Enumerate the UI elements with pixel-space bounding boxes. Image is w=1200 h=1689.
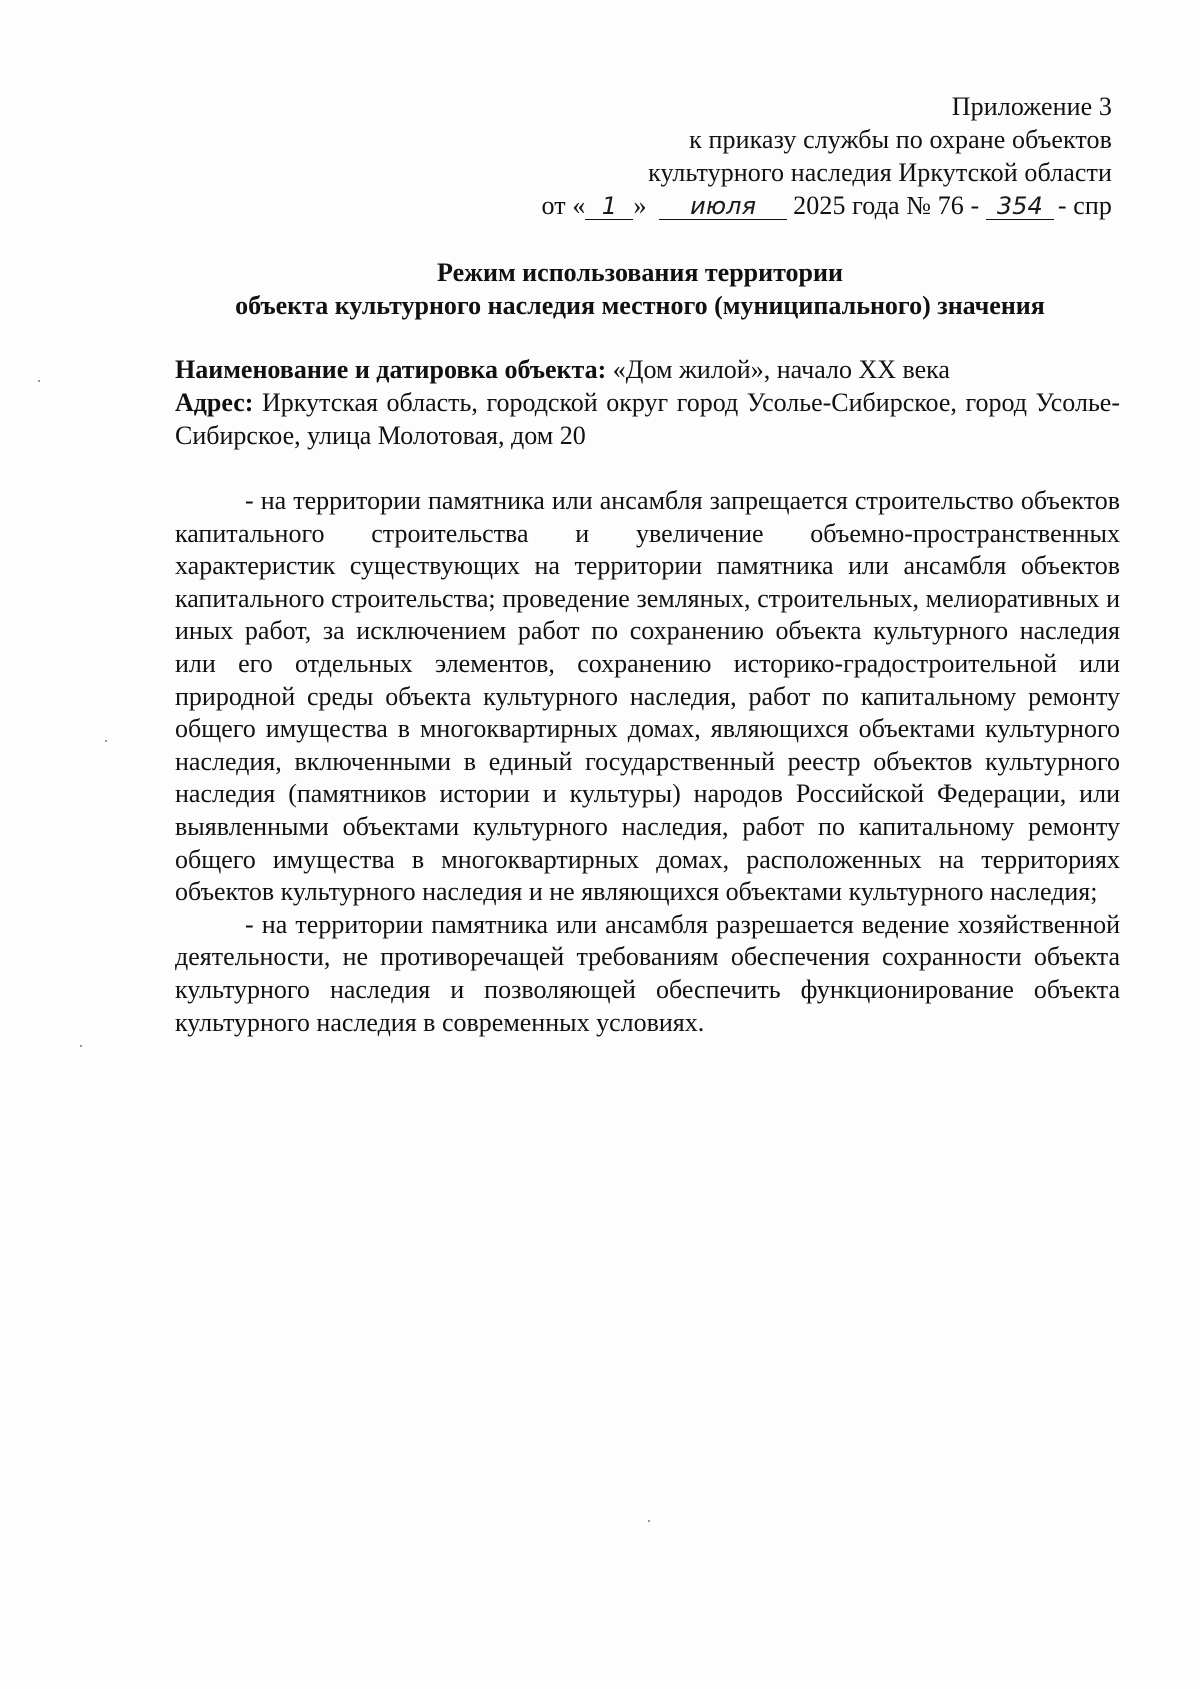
- prohibition-paragraph: - на территории памятника или ансамбля запрещается строительство объектов капитального строительства и увеличение объемно-пространственных характеристик существующих на территории памятника или ансамбля объектов капитального строительства; проведение земляных, строительных, мелиоративных и иных работ, за исключением работ по сохранению объекта культурного наследия или его отдельных элементов, сохранению историко-градостроительной или природной среды объекта культурного наследия, работ по капитальному ремонту общего имущества в многоквартирных домах, являющихся объектами культурного наследия, включенными в единый государственный реестр объектов культурного наследия (памятников истории и культуры) народов Российской Федерации, или выявленными объектами культурного наследия, работ по капитальному ремонту общего имущества в многоквартирных домах, расположенных на территориях объектов культурного наследия и не являющихся объектами культурного наследия;: [175, 486, 1120, 907]
- object-info: [175, 353, 1120, 452]
- date-prefix: от «: [541, 191, 586, 220]
- scan-speck: [38, 380, 40, 382]
- object-address-row: [175, 386, 1120, 452]
- order-number-suffix: - спр: [1057, 191, 1112, 220]
- handwritten-month: июля: [659, 193, 787, 220]
- object-name-value: «Дом жилой», начало XX века: [612, 355, 950, 384]
- year-and-number-prefix: 2025 года № 76 -: [793, 191, 980, 220]
- agency-name-line: культурного наследия Иркутской области: [648, 158, 1112, 187]
- order-date-line: [542, 189, 1112, 222]
- object-address-value: Иркутская область, городской округ город Усолье-Сибирское, город Усолье-Сибирское, улица Молотовая, дом 20: [175, 388, 1120, 450]
- scan-speck: [648, 1520, 650, 1522]
- handwritten-day: 1: [585, 193, 633, 220]
- object-address-label: Адрес:: [175, 388, 254, 417]
- date-mid: »: [633, 191, 647, 220]
- handwritten-order-number: 354: [986, 193, 1054, 220]
- title-line-2: объекта культурного наследия местного (муниципального) значения: [235, 291, 1045, 320]
- title-line-1: Режим использования территории: [437, 258, 843, 287]
- usage-regime-text: [175, 485, 1120, 1039]
- object-name-label: Наименование и датировка объекта:: [175, 355, 607, 384]
- object-name-row: [175, 353, 1120, 386]
- permission-paragraph: - на территории памятника или ансамбля разрешается ведение хозяйственной деятельности, не противоречащей требованиям обеспечения сохранности объекта культурного наследия и позволяющей обеспечить функционирование объекта культурного наследия в современных условиях.: [175, 909, 1120, 1037]
- document-title: [160, 256, 1120, 322]
- appendix-title: Приложение 3: [951, 92, 1112, 121]
- scan-speck: [105, 740, 107, 742]
- appendix-header: [542, 90, 1112, 222]
- scan-speck: [80, 1045, 82, 1047]
- order-reference-line: к приказу службы по охране объектов: [689, 125, 1112, 154]
